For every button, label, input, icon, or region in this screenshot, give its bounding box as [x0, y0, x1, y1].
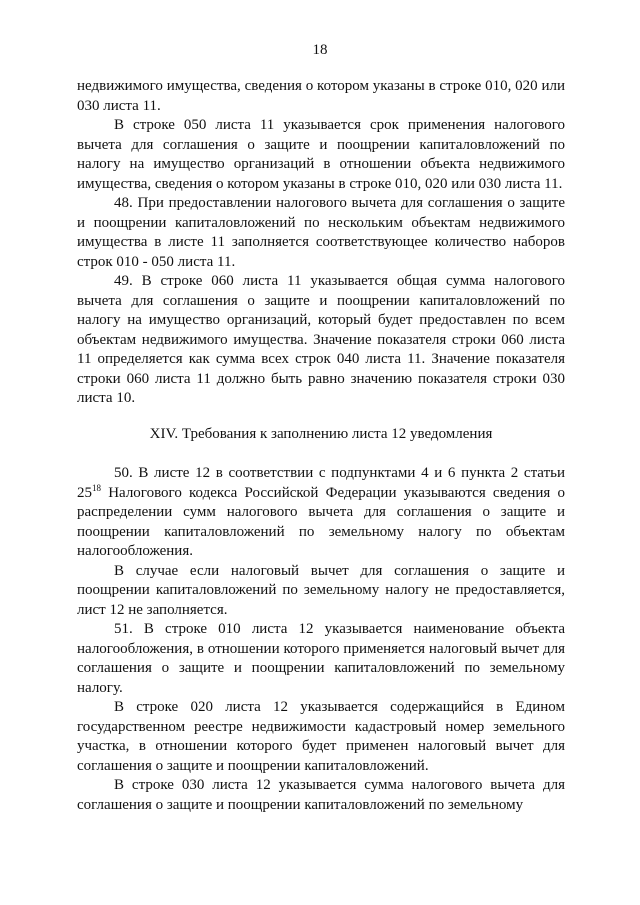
document-body [77, 77, 565, 815]
paragraph-line-020: В строке 020 листа 12 указывается содержащийся в Едином государственном реестре недвижимости кадастровый номер земельного участка, в отношении которого будет применен налоговый вычет для соглашения о защите и поощрении капиталовложений. [77, 699, 565, 774]
paragraph-item-51: 51. В строке 010 листа 12 указывается наименование объекта налогообложения, в отношении которого применяется налоговый вычет для соглашения о защите и поощрении капиталовложений по земельному налогу. [77, 621, 565, 696]
section-heading: XIV. Требования к заполнению листа 12 уведомления [149, 425, 493, 442]
paragraph-item-49: 49. В строке 060 листа 11 указывается общая сумма налогового вычета для соглашения о защите и поощрении капиталовложений по налогу на имущество организаций, который будет предоставлен по всем объектам недвижимого имущества. Значение показателя строки 060 листа 11 определяется как сумма всех строк 040 листа 11. Значение показателя строки 060 листа 11 должно быть равно значению показателя строки 030 листа 10. [77, 273, 565, 406]
footnote-superscript: 18 [92, 482, 101, 493]
page-number: 18 [312, 42, 328, 58]
paragraph-item-50-text-rest: Налогового кодекса Российской Федерации указываются сведения о распределении сумм налогового вычета для соглашения о защите и поощрении капиталовложений по земельному налогу по объектам налогообложения. [77, 484, 565, 559]
paragraph-item-50 [77, 464, 565, 562]
paragraph-line-030: В строке 030 листа 12 указывается сумма налогового вычета для соглашения о защите и поощрении капиталовложений по земельному [77, 777, 565, 813]
paragraph-item-50-text: 50. В листе 12 в соответствии с подпунктами 4 и 6 пункта 2 статьи 25 [77, 465, 565, 501]
paragraph-item-48: 48. При предоставлении налогового вычета для соглашения о защите и поощрении капиталовложений по нескольким объектам недвижимого имущества в листе 11 заполняется соответствующее количество наборов строк 010 - 050 листа 11. [77, 195, 565, 270]
paragraph-no-deduction: В случае если налоговый вычет для соглашения о защите и поощрении капиталовложений по земельному налогу не предоставляется, лист 12 не заполняется. [77, 562, 565, 618]
paragraph-line-050: В строке 050 листа 11 указывается срок применения налогового вычета для соглашения о защите и поощрении капиталовложений по налогу на имущество организаций в отношении объекта недвижимого имущества, сведения о котором указаны в строке 010, 020 или 030 листа 11. [77, 117, 565, 192]
paragraph-continuation: недвижимого имущества, сведения о котором указаны в строке 010, 020 или 030 листа 11. [77, 78, 565, 114]
